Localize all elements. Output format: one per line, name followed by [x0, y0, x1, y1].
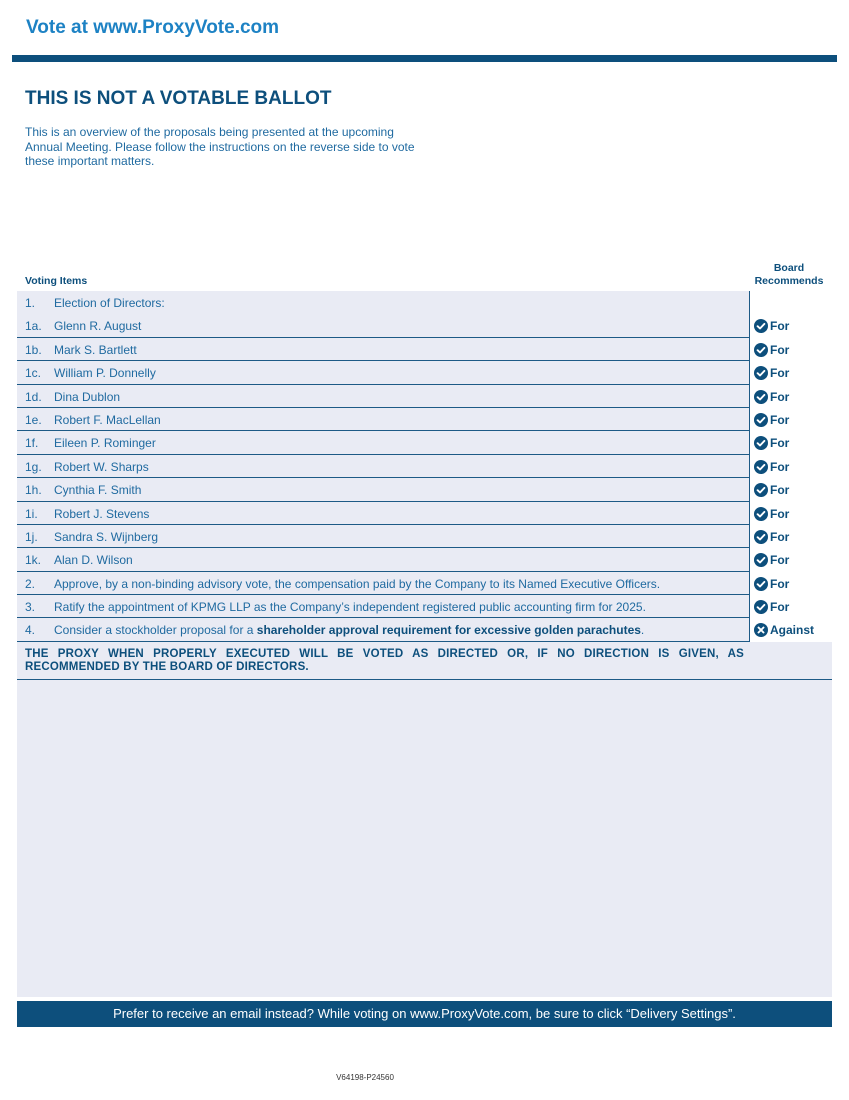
item-number: 1a. — [25, 319, 42, 334]
item-number: 1e. — [25, 412, 42, 427]
table-row — [17, 455, 832, 478]
proxy-note: THE PROXY WHEN PROPERLY EXECUTED WILL BE VOTED AS DIRECTED OR, IF NO DIRECTION IS GIVEN, AS RECOMMENDED BY THE BOARD OF DIRECTORS. — [17, 642, 832, 680]
intro-text: This is an overview of the proposals being presented at the upcoming Annual Meeting. Please follow the instructions on the reverse side to vote these important matters. — [25, 125, 415, 168]
table-row — [17, 618, 832, 641]
recommendation-label: For — [770, 576, 790, 591]
board-recommendation-cell — [749, 548, 833, 571]
item-text: Robert W. Sharps — [54, 459, 149, 474]
page-title: THIS IS NOT A VOTABLE BALLOT — [25, 88, 332, 109]
board-recommendation-cell — [749, 455, 833, 478]
item-text: Dina Dublon — [54, 389, 121, 404]
table-row — [17, 291, 832, 314]
table-row — [17, 595, 832, 618]
item-number: 1c. — [25, 366, 42, 381]
item-number: 1i. — [25, 506, 38, 521]
item-number: 3. — [25, 600, 36, 615]
recommendation-label: For — [770, 342, 790, 357]
item-text: William P. Donnelly — [54, 366, 156, 381]
recommendation-label: For — [770, 600, 790, 615]
item-number: 2. — [25, 576, 36, 591]
board-recommendation-cell — [749, 338, 833, 361]
check-circle-icon — [754, 530, 768, 544]
item-text: Robert J. Stevens — [54, 506, 150, 521]
recommendation-label: For — [770, 459, 790, 474]
item-text: Mark S. Bartlett — [54, 342, 137, 357]
board-recommendation-cell — [749, 595, 833, 618]
table-row — [17, 314, 832, 337]
table-row — [17, 431, 832, 454]
recommendation-label: For — [770, 529, 790, 544]
item-text: Sandra S. Wijnberg — [54, 529, 159, 544]
item-number: 1j. — [25, 529, 38, 544]
footer-bar: Prefer to receive an email instead? While voting on www.ProxyVote.com, be sure to click “Delivery Settings”. — [17, 1001, 832, 1027]
item-text: Glenn R. August — [54, 319, 142, 334]
item-text-emphasis: shareholder approval requirement for excessive golden parachutes — [256, 623, 641, 638]
check-circle-icon — [754, 390, 768, 404]
table-row — [17, 361, 832, 384]
board-recommendation-cell — [749, 502, 833, 525]
check-circle-icon — [754, 600, 768, 614]
board-recommendation-cell — [749, 478, 833, 501]
item-number: 1g. — [25, 459, 42, 474]
recommendation-label: For — [770, 389, 790, 404]
table-row — [17, 408, 832, 431]
check-circle-icon — [754, 319, 768, 333]
board-recommendation-cell — [749, 314, 833, 337]
recommendation-label: For — [770, 366, 790, 381]
check-circle-icon — [754, 507, 768, 521]
document-code: V64198-P24560 — [336, 1073, 394, 1082]
item-text — [54, 623, 644, 637]
board-recommendation-cell — [749, 572, 833, 595]
item-number: 1d. — [25, 389, 42, 404]
recommendation-label: For — [770, 506, 790, 521]
item-text: Approve, by a non-binding advisory vote, the compensation paid by the Company to its Named Executive Officers. — [54, 576, 661, 591]
recommendation-label: For — [770, 483, 790, 498]
check-circle-icon — [754, 553, 768, 567]
item-number: 1f. — [25, 436, 39, 451]
item-text: Robert F. MacLellan — [54, 412, 161, 427]
recommendation-label: For — [770, 412, 790, 427]
check-circle-icon — [754, 460, 768, 474]
recommendation-label: For — [770, 319, 790, 334]
check-circle-icon — [754, 343, 768, 357]
recommendation-label: Against — [770, 623, 815, 638]
item-text-post: . — [640, 623, 645, 638]
check-circle-icon — [754, 483, 768, 497]
item-text: Eileen P. Rominger — [54, 436, 156, 451]
board-recommendation-cell — [749, 618, 833, 641]
board-recommendation-cell — [749, 361, 833, 384]
header-rule — [12, 55, 837, 62]
table-row — [17, 478, 832, 501]
board-recommendation-cell — [749, 525, 833, 548]
item-text: Cynthia F. Smith — [54, 483, 142, 498]
item-number: 1b. — [25, 342, 42, 357]
check-circle-icon — [754, 366, 768, 380]
column-header-voting-items: Voting Items — [25, 275, 88, 287]
recommendation-label: For — [770, 553, 790, 568]
recommendation-label: For — [770, 436, 790, 451]
board-recommendation-cell — [749, 291, 833, 314]
item-number: 4. — [25, 623, 36, 638]
table-row — [17, 525, 832, 548]
voting-items-table — [17, 291, 832, 642]
item-text: Ratify the appointment of KPMG LLP as the Company’s independent registered public accounting firm for 2025. — [54, 600, 646, 615]
check-circle-icon — [754, 577, 768, 591]
board-recommendation-cell — [749, 385, 833, 408]
item-number: 1k. — [25, 553, 42, 568]
table-row — [17, 548, 832, 571]
header-link[interactable]: Vote at www.ProxyVote.com — [26, 17, 280, 38]
x-circle-icon — [754, 623, 768, 637]
item-text-pre: Consider a stockholder proposal for a — [54, 623, 257, 638]
board-recommendation-cell — [749, 431, 833, 454]
column-header-board-recommends: Board Recommends — [754, 262, 824, 287]
table-row — [17, 502, 832, 525]
check-circle-icon — [754, 413, 768, 427]
check-circle-icon — [754, 436, 768, 450]
item-text: Election of Directors: — [54, 296, 165, 310]
item-number: 1h. — [25, 483, 42, 498]
item-number: 1. — [25, 296, 36, 310]
table-row — [17, 385, 832, 408]
item-text: Alan D. Wilson — [54, 553, 133, 568]
board-recommendation-cell — [749, 408, 833, 431]
table-row — [17, 572, 832, 595]
table-row — [17, 338, 832, 361]
